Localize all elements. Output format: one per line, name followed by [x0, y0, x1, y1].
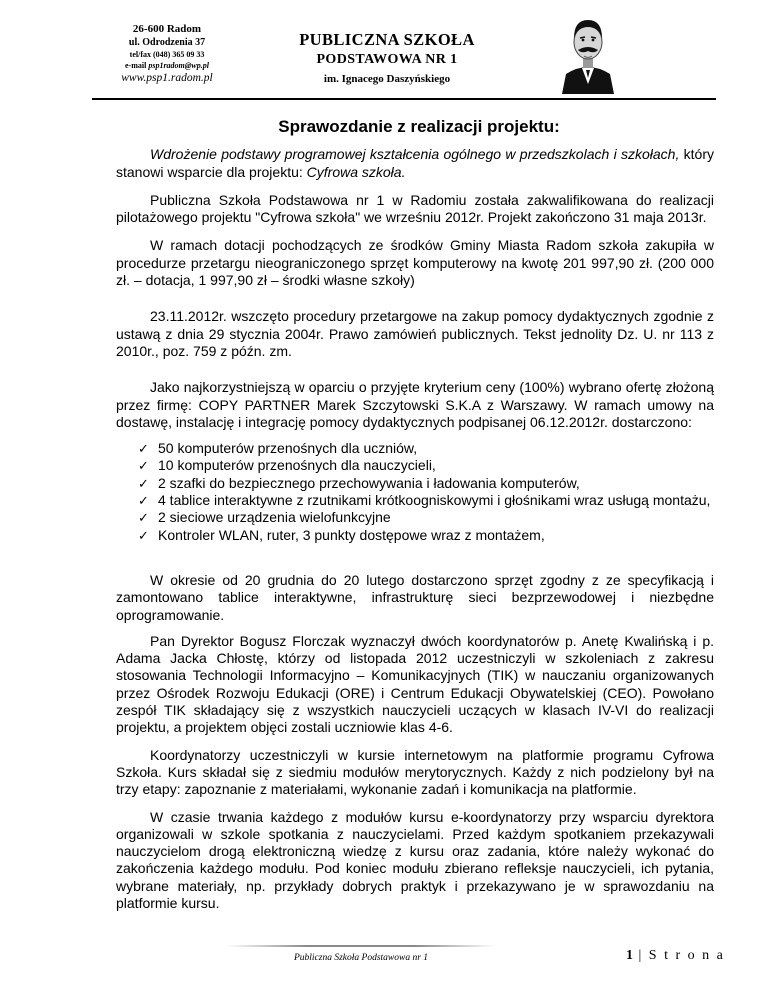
intro-project-name: Cyfrowa szkoła. — [306, 163, 406, 180]
list-item: ✓ 4 tablice interaktywne z rzutnikami krótkoogniskowymi i głośnikami wraz usługą montażu, — [138, 492, 711, 509]
school-name-block — [262, 30, 512, 88]
check-icon: ✓ — [138, 493, 149, 509]
check-icon: ✓ — [138, 458, 149, 474]
address-website: www.psp1.radom.pl — [121, 72, 213, 84]
intro-normal: który stanowi wsparcie dla projektu: — [116, 146, 715, 180]
list-item: ✓ Kontroler WLAN, ruter, 3 punkty dostępowe wraz z montażem, — [138, 526, 545, 543]
paragraph-offer: Jako najkorzystniejszą w oparciu o przyjęte kryterium ceny (100%) wybrano ofertę złożoną przez firmę: COPY PARTNER Marek Szczytowski S.K.A z Warszawy. W ramach umowy na dostawę, instalację i integrację pomocy dydaktycznych podpisanej 06.12.2012r. dostarczono: — [116, 379, 714, 430]
paragraph-course: Koordynatorzy uczestniczyli w kursie internetowym na platformie programu Cyfrowa Szkoła. Kurs składał się z siedmiu modułów merytorycznych. Każdy z nich podzielony był na trzy etapy: zapoznanie z materiałami, wykonanie zadań i komunikacja na platformie. — [116, 746, 714, 798]
intro-italic: Wdrożenie podstawy programowej kształcenia ogólnego w przedszkolach i szkołach, — [150, 146, 680, 163]
paragraph-funding: W ramach dotacji pochodzących ze środków Gminy Miasta Radom szkoła zakupiła w procedurze przetargu nieograniczonego sprzęt komputerowy na kwotę 201 997,90 zł. (200 000 zł. – dotacja, 1 997,90 zł – środki własne szkoły) — [116, 237, 714, 289]
list-item: ✓ 2 sieciowe urządzenia wielofunkcyjne — [138, 509, 391, 526]
header-divider — [92, 98, 716, 100]
school-title: PUBLICZNA SZKOŁA — [299, 30, 475, 49]
delivered-equipment-list — [116, 440, 714, 544]
address-email-line — [92, 60, 242, 71]
page-number: 1 — [626, 948, 633, 963]
paragraph-delivery: W okresie od 20 grudnia do 20 lutego dostarczono sprzęt zgodny z ze specyfikacją i zamontowano tablice interaktywne, infrastrukturę sieci bezprzewodowej i niezbędne oprogramowanie. — [116, 571, 714, 623]
address-email: psp1radom@wp.pl — [148, 61, 209, 70]
email-prefix: e-mail — [125, 61, 149, 70]
list-item: ✓ 10 komputerów przenośnych dla nauczycieli, — [138, 457, 436, 474]
list-item: ✓ 50 komputerów przenośnych dla uczniów, — [138, 440, 418, 457]
school-patron: im. Ignacego Daszyńskiego — [323, 73, 451, 85]
footer-divider — [226, 945, 496, 947]
address-street: ul. Odrodzenia 37 — [128, 37, 206, 48]
report-heading: Sprawozdanie z realizacji projektu: — [278, 117, 560, 136]
check-icon: ✓ — [138, 475, 149, 491]
address-city: 26-600 Radom — [132, 23, 202, 35]
school-subtitle: PODSTAWOWA NR 1 — [316, 52, 458, 67]
school-address — [92, 22, 242, 85]
page-label: | S t r o n a — [633, 948, 725, 963]
paragraph-qualification: Publiczna Szkoła Podstawowa nr 1 w Radomiu została zakwalifikowana do realizacji pilotażowego projektu "Cyfrowa szkoła" we wrześniu 2012r. Projekt zakończono 31 maja 2013r. — [116, 191, 714, 226]
check-icon: ✓ — [138, 441, 149, 457]
check-icon: ✓ — [138, 527, 149, 543]
paragraph-coordinators: Pan Dyrektor Bogusz Florczak wyznaczył dwóch koordynatorów p. Anetę Kwalińską i p. Adama Jacka Chłostę, którzy od listopada 2012 uczestniczyli w szkoleniach z zakresu stosowania Technologii Informacyjno – Komunikacyjnych (TIK) w nauczaniu organizowanych przez Ośrodek Rozwoju Edukacji (ORE) i Centrum Edukacji Obywatelskiej (CEO). Powołano zespół TIK składający się z wszystkich nauczycieli uczących w klasach IV-VI do realizacji projektu, a projektem objęci zostali uczniowie klas 4-6. — [116, 632, 714, 736]
paragraph-tender: 23.11.2012r. wszczęto procedury przetargowe na zakup pomocy dydaktycznych zgodnie z ustawą z dnia 29 stycznia 2004r. Prawo zamówień publicznych. Tekst jednolity Dz. U. nr 113 z 2010r., poz. 759 z późn. zm. — [116, 308, 714, 359]
paragraph-meetings: W czasie trwania każdego z modułów kursu e-koordynatorzy przy wsparciu dyrektora organizowali w szkole spotkania z nauczycielami. Przed każdym spotkaniem przekazywali nauczycielom drogą elektroniczną wiedzę z kursu oraz zadania, które należy wykonać do zakończenia każdego modułu. Pod koniec modułu zbierano refleksje nauczycieli, ich pytania, wybrane materiały, np. przykłady dobrych praktyk i przekazywano je w sprawozdaniu na platformie kursu. — [116, 808, 714, 911]
page-indicator — [626, 948, 725, 964]
list-item: ✓ 2 szafki do bezpiecznego przechowywania i ładowania komputerów, — [138, 474, 580, 491]
letterhead — [92, 0, 716, 100]
patron-portrait — [560, 12, 616, 94]
footer-school-name: Publiczna Szkoła Podstawowa nr 1 — [293, 953, 429, 963]
check-icon: ✓ — [138, 510, 149, 526]
project-intro — [116, 146, 714, 181]
report-body — [116, 118, 714, 912]
address-phone: tel/fax (048) 365 09 33 — [129, 50, 205, 59]
